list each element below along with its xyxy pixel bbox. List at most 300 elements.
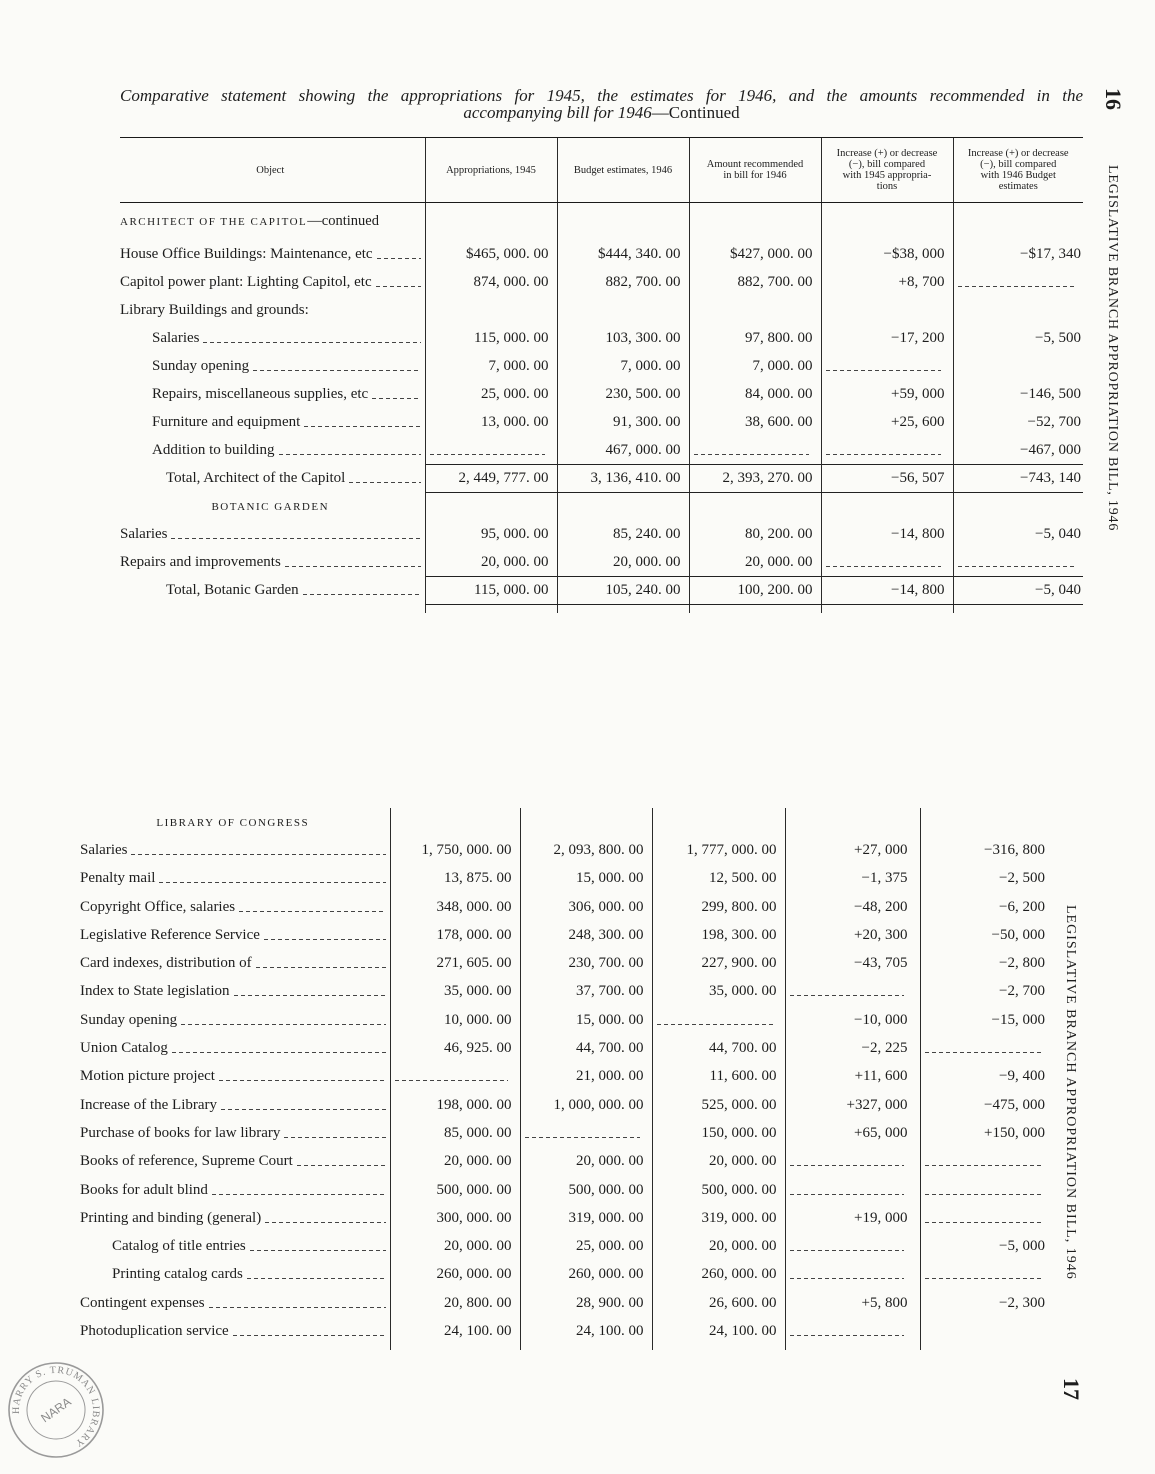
leader-dashes — [377, 258, 421, 259]
running-head-page-17: LEGISLATIVE BRANCH APPROPRIATION BILL, 1946 — [1063, 905, 1078, 1280]
amount-cell-change-vs-1945: −56, 507 — [821, 465, 953, 493]
item-row — [78, 1034, 1055, 1062]
object-cell — [78, 1063, 390, 1091]
object-cell — [78, 1119, 390, 1147]
column-header-line: with 1946 Budget — [980, 170, 1056, 181]
item-row — [78, 1261, 1055, 1289]
amount-cell-change-vs-budget-1946 — [920, 808, 1055, 836]
row-label-text: Salaries — [80, 841, 128, 858]
table-body — [78, 808, 1055, 1350]
spacer-cell — [78, 1346, 390, 1350]
amount-cell-amount-recommended-1946: 227, 900. 00 — [652, 949, 785, 977]
row-label-text: Books for adult blind — [80, 1181, 208, 1198]
amount-cell-amount-recommended-1946: 150, 000. 00 — [652, 1119, 785, 1147]
amount-cell-appropriations-1945: $465, 000. 00 — [425, 241, 557, 269]
amount-cell-change-vs-budget-1946: −2, 500 — [920, 865, 1055, 893]
column-header-change-vs-budget-1946 — [953, 138, 1083, 203]
row-label — [166, 471, 421, 486]
amount-cell-change-vs-budget-1946: −2, 300 — [920, 1289, 1055, 1317]
object-cell — [78, 865, 390, 893]
no-amount-dashes — [657, 1024, 773, 1025]
column-header-line: Appropriations, 1945 — [446, 164, 536, 176]
amount-cell-appropriations-1945 — [425, 203, 557, 241]
no-amount-dashes — [925, 1194, 1042, 1195]
total-row — [120, 465, 1083, 493]
no-amount-dashes — [790, 1278, 904, 1279]
amount-cell-budget-estimates-1946 — [557, 297, 689, 325]
row-label-text: Motion picture project — [80, 1068, 215, 1085]
row-label — [80, 900, 386, 915]
spacer-cell — [520, 1346, 652, 1350]
item-row — [78, 1063, 1055, 1091]
amount-cell-amount-recommended-1946: 1, 777, 000. 00 — [652, 836, 785, 864]
amount-cell-budget-estimates-1946: 2, 093, 800. 00 — [520, 836, 652, 864]
title-line-2-italic: accompanying bill for 1946 — [463, 103, 652, 122]
amount-cell-budget-estimates-1946: 28, 900. 00 — [520, 1289, 652, 1317]
amount-cell-budget-estimates-1946: 7, 000. 00 — [557, 353, 689, 381]
column-header-line: estimates — [998, 181, 1038, 192]
object-cell — [78, 1261, 390, 1289]
amount-cell-change-vs-1945: −1, 375 — [785, 865, 920, 893]
leader-dashes — [304, 426, 420, 427]
row-label-text: Addition to building — [152, 442, 275, 458]
column-header-line: (−), bill compared — [980, 159, 1057, 170]
amount-cell-change-vs-budget-1946: −6, 200 — [920, 893, 1055, 921]
amount-cell-amount-recommended-1946: 38, 600. 00 — [689, 409, 821, 437]
amount-cell-amount-recommended-1946: 24, 100. 00 — [652, 1317, 785, 1345]
object-cell — [120, 241, 425, 269]
leader-dashes — [181, 1024, 385, 1025]
row-label-text: Penalty mail — [80, 870, 156, 887]
section-heading — [120, 214, 421, 229]
no-amount-dashes — [826, 454, 941, 455]
column-header-line: in bill for 1946 — [723, 170, 787, 181]
amount-cell-amount-recommended-1946: 35, 000. 00 — [652, 978, 785, 1006]
no-amount-dashes — [925, 1222, 1042, 1223]
amount-cell-budget-estimates-1946: 105, 240. 00 — [557, 577, 689, 605]
item-row — [78, 893, 1055, 921]
amount-cell-change-vs-1945: +25, 600 — [821, 409, 953, 437]
item-row — [120, 325, 1083, 353]
leader-dashes — [239, 911, 385, 912]
page-number-16: 16 — [1101, 88, 1126, 110]
amount-cell-change-vs-1945 — [821, 203, 953, 241]
leader-dashes — [253, 370, 420, 371]
amount-cell-appropriations-1945: 10, 000. 00 — [390, 1006, 520, 1034]
section-row — [120, 203, 1083, 241]
amount-cell-change-vs-1945 — [821, 437, 953, 465]
amount-cell-change-vs-budget-1946 — [920, 1034, 1055, 1062]
no-amount-dashes — [958, 566, 1078, 567]
row-label — [80, 1296, 386, 1311]
row-label-text: Catalog of title entries — [112, 1238, 246, 1255]
amount-cell-budget-estimates-1946: 20, 000. 00 — [557, 549, 689, 577]
amount-cell-change-vs-1945 — [785, 1176, 920, 1204]
spacer-cell — [785, 1346, 920, 1350]
amount-cell-budget-estimates-1946: $444, 340. 00 — [557, 241, 689, 269]
amount-cell-amount-recommended-1946: 2, 393, 270. 00 — [689, 465, 821, 493]
row-label — [80, 1098, 386, 1113]
row-label-text: Total, Botanic Garden — [166, 582, 299, 598]
leader-dashes — [159, 882, 385, 883]
amount-cell-budget-estimates-1946: 260, 000. 00 — [520, 1261, 652, 1289]
object-cell — [120, 437, 425, 465]
object-cell — [120, 409, 425, 437]
object-cell — [120, 269, 425, 297]
no-amount-dashes — [925, 1278, 1042, 1279]
spacer-cell — [557, 605, 689, 613]
column-header-object — [120, 138, 425, 203]
amount-cell-change-vs-budget-1946: −475, 000 — [920, 1091, 1055, 1119]
leader-dashes — [303, 594, 421, 595]
statement-title — [120, 87, 1083, 121]
row-label-text: Salaries — [152, 330, 200, 346]
section-title: ARCHITECT OF THE CAPITOL — [120, 216, 308, 229]
object-cell — [120, 381, 425, 409]
amount-cell-appropriations-1945: 271, 605. 00 — [390, 949, 520, 977]
amount-cell-budget-estimates-1946: 230, 500. 00 — [557, 381, 689, 409]
amount-cell-change-vs-budget-1946: −743, 140 — [953, 465, 1083, 493]
section-title: LIBRARY OF CONGRESS — [156, 816, 310, 829]
amount-cell-appropriations-1945 — [390, 1063, 520, 1091]
item-row — [78, 978, 1055, 1006]
amount-cell-budget-estimates-1946 — [557, 493, 689, 521]
item-row — [78, 921, 1055, 949]
amount-cell-change-vs-1945 — [785, 1317, 920, 1345]
amount-cell-change-vs-1945 — [785, 978, 920, 1006]
amount-cell-change-vs-1945 — [821, 353, 953, 381]
no-amount-dashes — [925, 1052, 1042, 1053]
column-header-line: Budget estimates, 1946 — [573, 164, 673, 176]
amount-cell-budget-estimates-1946: 3, 136, 410. 00 — [557, 465, 689, 493]
group-row — [120, 297, 1083, 325]
amount-cell-appropriations-1945: 500, 000. 00 — [390, 1176, 520, 1204]
amount-cell-change-vs-1945: +59, 000 — [821, 381, 953, 409]
row-label — [80, 843, 386, 858]
amount-cell-appropriations-1945 — [390, 808, 520, 836]
amount-cell-amount-recommended-1946 — [652, 1006, 785, 1034]
row-label-text: Sunday opening — [80, 1011, 178, 1028]
amount-cell-appropriations-1945: 260, 000. 00 — [390, 1261, 520, 1289]
amount-cell-appropriations-1945: 115, 000. 00 — [425, 577, 557, 605]
amount-cell-change-vs-budget-1946: −316, 800 — [920, 836, 1055, 864]
object-cell — [120, 203, 425, 241]
row-label-text: Salaries — [120, 526, 168, 542]
amount-cell-change-vs-1945: +8, 700 — [821, 269, 953, 297]
column-header-appropriations-1945 — [425, 138, 557, 203]
row-label — [80, 984, 386, 999]
no-amount-dashes — [430, 454, 545, 455]
row-label — [152, 387, 421, 402]
leader-dashes — [131, 854, 385, 855]
running-head-page-16: LEGISLATIVE BRANCH APPROPRIATION BILL, 1946 — [1105, 165, 1120, 532]
amount-cell-amount-recommended-1946 — [689, 437, 821, 465]
amount-cell-amount-recommended-1946 — [652, 808, 785, 836]
row-label — [80, 1126, 386, 1141]
amount-cell-amount-recommended-1946: 319, 000. 00 — [652, 1204, 785, 1232]
leader-dashes — [297, 1165, 386, 1166]
item-row — [120, 269, 1083, 297]
amount-cell-appropriations-1945: 1, 750, 000. 00 — [390, 836, 520, 864]
amount-cell-amount-recommended-1946: 198, 300. 00 — [652, 921, 785, 949]
amount-cell-change-vs-1945 — [785, 1232, 920, 1260]
column-header-change-vs-1945 — [821, 138, 953, 203]
leader-dashes — [212, 1194, 386, 1195]
row-label — [80, 1211, 386, 1226]
amount-cell-change-vs-1945: −17, 200 — [821, 325, 953, 353]
leader-dashes — [376, 286, 421, 287]
leader-dashes — [264, 939, 386, 940]
amount-cell-appropriations-1945: 178, 000. 00 — [390, 921, 520, 949]
amount-cell-amount-recommended-1946: 525, 000. 00 — [652, 1091, 785, 1119]
amount-cell-appropriations-1945 — [425, 493, 557, 521]
amount-cell-amount-recommended-1946: 26, 600. 00 — [652, 1289, 785, 1317]
no-amount-dashes — [395, 1080, 508, 1081]
amount-cell-change-vs-1945 — [785, 1261, 920, 1289]
item-row — [78, 1091, 1055, 1119]
amount-cell-appropriations-1945: 20, 000. 00 — [390, 1148, 520, 1176]
spacer-cell — [120, 605, 425, 613]
row-label — [80, 1013, 386, 1028]
amount-cell-amount-recommended-1946: $427, 000. 00 — [689, 241, 821, 269]
amount-cell-amount-recommended-1946 — [689, 297, 821, 325]
amount-cell-appropriations-1945: 85, 000. 00 — [390, 1119, 520, 1147]
amount-cell-appropriations-1945: 13, 875. 00 — [390, 865, 520, 893]
amount-cell-amount-recommended-1946: 20, 000. 00 — [652, 1148, 785, 1176]
row-label-text: Union Catalog — [80, 1040, 168, 1057]
no-amount-dashes — [525, 1137, 640, 1138]
table-header — [120, 138, 1083, 203]
amount-cell-change-vs-budget-1946: −5, 040 — [953, 521, 1083, 549]
amount-cell-change-vs-1945: +327, 000 — [785, 1091, 920, 1119]
leader-dashes — [284, 1137, 385, 1138]
amount-cell-budget-estimates-1946: 1, 000, 000. 00 — [520, 1091, 652, 1119]
object-cell — [78, 1006, 390, 1034]
object-cell — [78, 808, 390, 836]
amount-cell-change-vs-budget-1946: −2, 700 — [920, 978, 1055, 1006]
amount-cell-change-vs-1945: +65, 000 — [785, 1119, 920, 1147]
row-label-text: Increase of the Library — [80, 1096, 218, 1113]
column-header-line: Amount recommended — [706, 159, 804, 170]
amount-cell-amount-recommended-1946: 7, 000. 00 — [689, 353, 821, 381]
row-label — [80, 1041, 386, 1056]
row-label — [80, 956, 386, 971]
spacer-cell — [652, 1346, 785, 1350]
row-label-text: Printing and binding (general) — [80, 1209, 262, 1226]
object-cell — [120, 521, 425, 549]
object-cell — [78, 1317, 390, 1345]
item-row — [78, 1204, 1055, 1232]
amount-cell-change-vs-1945: −14, 800 — [821, 521, 953, 549]
column-header-line: (−), bill compared — [848, 159, 926, 170]
amount-cell-appropriations-1945: 35, 000. 00 — [390, 978, 520, 1006]
amount-cell-change-vs-budget-1946: −5, 000 — [920, 1232, 1055, 1260]
row-label — [80, 1324, 386, 1339]
amount-cell-appropriations-1945: 20, 000. 00 — [390, 1232, 520, 1260]
amount-cell-amount-recommended-1946: 97, 800. 00 — [689, 325, 821, 353]
object-cell — [78, 1176, 390, 1204]
amount-cell-change-vs-budget-1946 — [920, 1204, 1055, 1232]
row-label-text: Repairs, miscellaneous supplies, etc — [152, 386, 369, 402]
amount-cell-budget-estimates-1946: 20, 000. 00 — [520, 1148, 652, 1176]
row-label-text: Purchase of books for law library — [80, 1124, 281, 1141]
amount-cell-amount-recommended-1946 — [689, 493, 821, 521]
amount-cell-amount-recommended-1946: 299, 800. 00 — [652, 893, 785, 921]
spacer-cell — [689, 605, 821, 613]
leader-dashes — [256, 967, 386, 968]
column-header-line: Increase (+) or decrease — [967, 148, 1069, 159]
column-header-line: with 1945 appropria- — [842, 170, 932, 181]
amount-cell-change-vs-1945: +27, 000 — [785, 836, 920, 864]
header-row — [120, 138, 1083, 203]
amount-cell-budget-estimates-1946 — [520, 1119, 652, 1147]
amount-cell-change-vs-1945 — [821, 493, 953, 521]
amount-cell-change-vs-budget-1946: −5, 040 — [953, 577, 1083, 605]
amount-cell-amount-recommended-1946: 12, 500. 00 — [652, 865, 785, 893]
amount-cell-change-vs-1945: +5, 800 — [785, 1289, 920, 1317]
amount-cell-change-vs-1945: −10, 000 — [785, 1006, 920, 1034]
amount-cell-budget-estimates-1946: 24, 100. 00 — [520, 1317, 652, 1345]
amount-cell-budget-estimates-1946: 319, 000. 00 — [520, 1204, 652, 1232]
amount-cell-budget-estimates-1946: 21, 000. 00 — [520, 1063, 652, 1091]
row-label — [112, 1239, 386, 1254]
amount-cell-change-vs-budget-1946 — [953, 297, 1083, 325]
amount-cell-amount-recommended-1946: 260, 000. 00 — [652, 1261, 785, 1289]
leader-dashes — [372, 398, 420, 399]
total-row — [120, 577, 1083, 605]
item-row — [120, 241, 1083, 269]
amount-cell-amount-recommended-1946 — [689, 203, 821, 241]
amount-cell-change-vs-budget-1946: −5, 500 — [953, 325, 1083, 353]
amount-cell-change-vs-budget-1946 — [953, 549, 1083, 577]
object-cell — [120, 549, 425, 577]
amount-cell-appropriations-1945: 115, 000. 00 — [425, 325, 557, 353]
stamp-ring-text-path: HARRY S. TRUMAN LIBRARY — [10, 1364, 102, 1450]
spacer-row — [78, 1346, 1055, 1350]
amount-cell-change-vs-budget-1946: −50, 000 — [920, 921, 1055, 949]
amount-cell-budget-estimates-1946: 25, 000. 00 — [520, 1232, 652, 1260]
leader-dashes — [219, 1080, 386, 1081]
item-row — [78, 1232, 1055, 1260]
row-label-text: Library Buildings and grounds: — [120, 302, 309, 318]
amount-cell-change-vs-1945: +11, 600 — [785, 1063, 920, 1091]
row-label-text: House Office Buildings: Maintenance, etc — [120, 246, 373, 262]
amount-cell-change-vs-1945: −$38, 000 — [821, 241, 953, 269]
column-header-line: Increase (+) or decrease — [836, 148, 938, 159]
row-label — [120, 303, 421, 318]
amount-cell-change-vs-budget-1946 — [953, 493, 1083, 521]
leader-dashes — [285, 566, 421, 567]
amount-cell-budget-estimates-1946: 500, 000. 00 — [520, 1176, 652, 1204]
amount-cell-amount-recommended-1946: 84, 000. 00 — [689, 381, 821, 409]
amount-cell-change-vs-1945: −43, 705 — [785, 949, 920, 977]
object-cell — [120, 465, 425, 493]
item-row — [120, 409, 1083, 437]
row-label — [152, 331, 421, 346]
amount-cell-budget-estimates-1946: 103, 300. 00 — [557, 325, 689, 353]
row-label-text: Card indexes, distribution of — [80, 955, 252, 972]
amount-cell-amount-recommended-1946: 20, 000. 00 — [689, 549, 821, 577]
object-cell — [78, 921, 390, 949]
leader-dashes — [221, 1109, 385, 1110]
no-amount-dashes — [826, 566, 941, 567]
amount-cell-appropriations-1945: 25, 000. 00 — [425, 381, 557, 409]
amount-cell-change-vs-budget-1946 — [953, 353, 1083, 381]
stamp-seal — [4, 1358, 108, 1462]
amount-cell-amount-recommended-1946: 20, 000. 00 — [652, 1232, 785, 1260]
spacer-cell — [953, 605, 1083, 613]
leader-dashes — [203, 342, 420, 343]
item-row — [78, 1119, 1055, 1147]
amount-cell-amount-recommended-1946: 882, 700. 00 — [689, 269, 821, 297]
stamp-center-text: NARA — [38, 1394, 74, 1426]
item-row — [78, 949, 1055, 977]
object-cell — [120, 577, 425, 605]
object-cell — [120, 353, 425, 381]
leader-dashes — [349, 482, 420, 483]
object-cell — [78, 836, 390, 864]
no-amount-dashes — [790, 1194, 904, 1195]
spacer-cell — [425, 605, 557, 613]
item-row — [120, 353, 1083, 381]
item-row — [78, 1317, 1055, 1345]
amount-cell-change-vs-1945 — [821, 549, 953, 577]
amount-cell-budget-estimates-1946: 37, 700. 00 — [520, 978, 652, 1006]
amount-cell-budget-estimates-1946: 15, 000. 00 — [520, 865, 652, 893]
object-cell — [120, 297, 425, 325]
amount-cell-change-vs-1945: −2, 225 — [785, 1034, 920, 1062]
no-amount-dashes — [826, 370, 941, 371]
amount-cell-budget-estimates-1946: 248, 300. 00 — [520, 921, 652, 949]
amount-cell-change-vs-budget-1946 — [953, 269, 1083, 297]
item-row — [120, 381, 1083, 409]
item-row — [78, 836, 1055, 864]
amount-cell-change-vs-1945: +20, 300 — [785, 921, 920, 949]
row-label — [120, 555, 421, 570]
row-label-text: Copyright Office, salaries — [80, 898, 236, 915]
amount-cell-amount-recommended-1946: 500, 000. 00 — [652, 1176, 785, 1204]
no-amount-dashes — [790, 1335, 904, 1336]
amount-cell-appropriations-1945: 46, 925. 00 — [390, 1034, 520, 1062]
row-label — [80, 871, 386, 886]
row-label — [80, 928, 386, 943]
row-label-text: Index to State legislation — [80, 983, 230, 1000]
amount-cell-budget-estimates-1946: 306, 000. 00 — [520, 893, 652, 921]
item-row — [78, 1176, 1055, 1204]
spacer-row — [120, 605, 1083, 613]
row-label — [80, 1069, 386, 1084]
amount-cell-change-vs-1945 — [785, 808, 920, 836]
amount-cell-appropriations-1945: 20, 000. 00 — [425, 549, 557, 577]
no-amount-dashes — [958, 286, 1078, 287]
leader-dashes — [209, 1307, 386, 1308]
leader-dashes — [234, 995, 386, 996]
amount-cell-appropriations-1945 — [425, 297, 557, 325]
object-cell — [78, 949, 390, 977]
section-row — [120, 493, 1083, 521]
row-label-text: Legislative Reference Service — [80, 926, 260, 943]
amount-cell-appropriations-1945: 198, 000. 00 — [390, 1091, 520, 1119]
row-label-text: Capitol power plant: Lighting Capitol, etc — [120, 274, 372, 290]
item-row — [78, 1289, 1055, 1317]
object-cell — [78, 1148, 390, 1176]
row-label-text: Furniture and equipment — [152, 414, 301, 430]
row-label — [120, 275, 421, 290]
title-line-1: Comparative statement showing the appropriations for 1945, the estimates for 1946, and the amounts recommended in the — [120, 86, 1083, 105]
section-suffix: —continued — [307, 213, 379, 230]
amount-cell-appropriations-1945: 348, 000. 00 — [390, 893, 520, 921]
title-line-2-continued: —Continued — [651, 103, 740, 122]
